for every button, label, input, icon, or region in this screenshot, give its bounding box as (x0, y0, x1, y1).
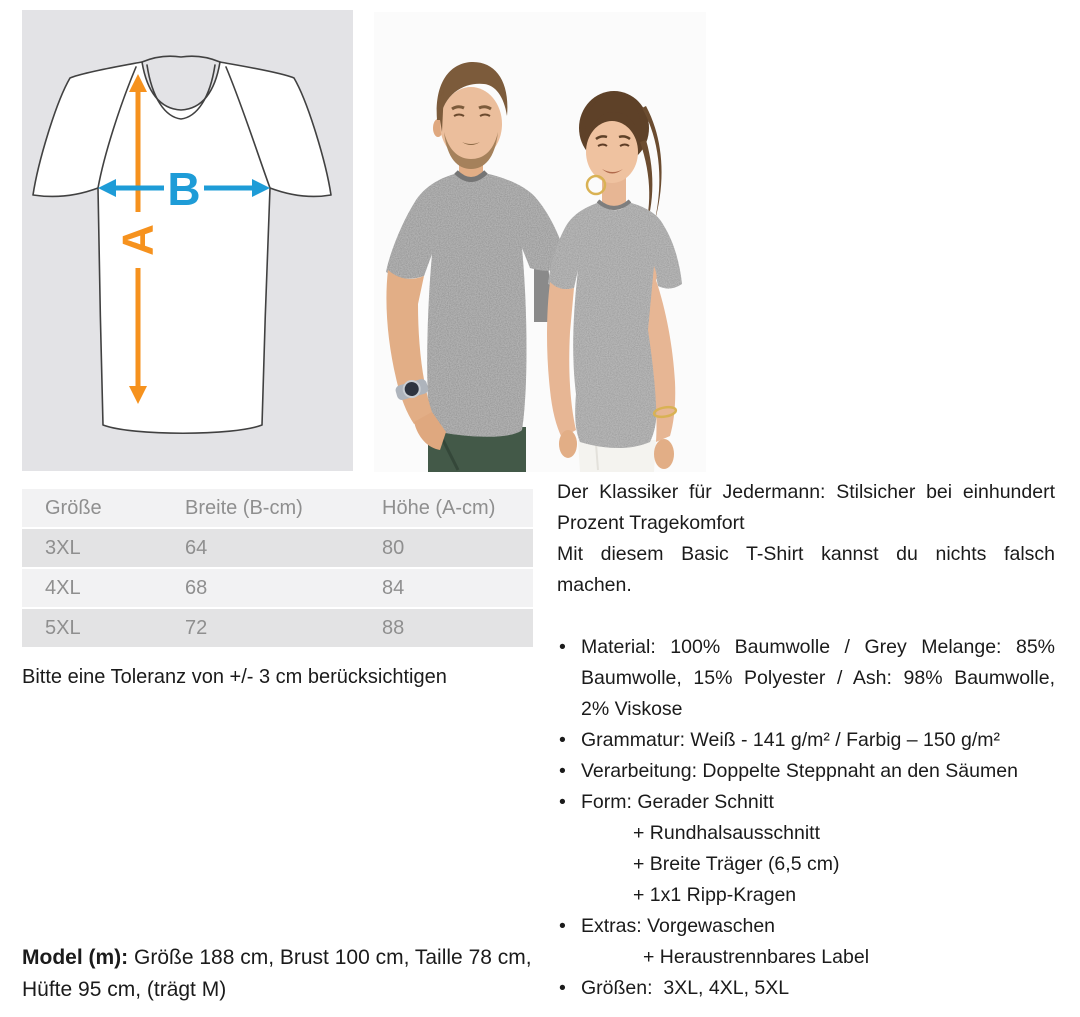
size-diagram-panel (22, 10, 353, 471)
height-label-a: A (113, 224, 163, 256)
list-item-line: Form: Gerader Schnitt (581, 791, 774, 813)
product-photo (374, 12, 706, 472)
table-cell-width: 68 (185, 576, 208, 599)
table-cell-width: 64 (185, 536, 208, 559)
tolerance-note: Bitte eine Toleranz von +/- 3 cm berücksichtigen (22, 666, 447, 688)
list-sub-item: + Breite Träger (6,5 cm) (633, 853, 840, 875)
table-cell-height: 84 (382, 576, 405, 599)
list-item-line: Größen: 3XL, 4XL, 5XL (581, 977, 790, 999)
description-line: Prozent Tragekomfort (557, 512, 745, 534)
list-item-line: 2% Viskose (581, 698, 683, 720)
table-cell-height: 80 (382, 536, 405, 559)
list-sub-item: + 1x1 Ripp-Kragen (633, 884, 797, 906)
list-item-line: Extras: Vorgewaschen (581, 915, 776, 937)
column-header-width: Breite (B-cm) (185, 496, 303, 519)
description-line: Mit diesem Basic T-Shirt kannst du nichts falsch (557, 543, 1055, 565)
model-info (22, 942, 544, 1006)
list-sub-item: + Heraustrennbares Label (643, 946, 870, 968)
list-item-form (557, 787, 1055, 911)
bullet-icon: • (559, 636, 566, 658)
product-description (557, 477, 1055, 1004)
bullet-icon: • (559, 915, 566, 937)
table-cell-size: 4XL (45, 576, 81, 599)
size-table (22, 489, 533, 649)
list-item-extras (557, 911, 1055, 973)
column-header-height: Höhe (A-cm) (382, 496, 496, 519)
model-info-label: Model (m): (22, 946, 129, 969)
description-line: Der Klassiker für Jedermann: Stilsicher bei einhundert (557, 481, 1055, 503)
tshirt-measure-diagram (22, 10, 353, 471)
column-header-size: Größe (45, 496, 102, 519)
table-row (22, 609, 533, 647)
list-item-line: Grammatur: Weiß - 141 g/m² / Farbig – 150 g/m² (581, 729, 1001, 751)
list-item-verarbeitung (557, 756, 1055, 787)
bullet-icon: • (559, 760, 566, 782)
list-item-grammatur (557, 725, 1055, 756)
photo-illustration (374, 12, 706, 472)
table-cell-size: 5XL (45, 616, 81, 639)
table-cell-width: 72 (185, 616, 208, 639)
feature-list (557, 632, 1055, 1004)
bullet-icon: • (559, 977, 566, 999)
model-info-details: Größe 188 cm, Brust 100 cm, Taille 78 cm, Hüfte 95 cm, (trägt M) (22, 946, 532, 1001)
bullet-icon: • (559, 791, 566, 813)
bullet-icon: • (559, 729, 566, 751)
list-item-line: Baumwolle, 15% Polyester / Ash: 98% Baumwolle, (581, 667, 1055, 689)
table-cell-size: 3XL (45, 536, 81, 559)
description-line: machen. (557, 574, 632, 596)
list-item-line: Material: 100% Baumwolle / Grey Melange: 85% (581, 636, 1055, 658)
list-item-line: Verarbeitung: Doppelte Steppnaht an den Säumen (581, 760, 1018, 782)
table-row (22, 529, 533, 567)
table-cell-height: 88 (382, 616, 405, 639)
list-sub-item: + Rundhalsausschnitt (633, 822, 820, 844)
size-table-header-row (22, 489, 533, 527)
list-item-sizes (557, 973, 1055, 1004)
table-row (22, 569, 533, 607)
list-item-material (557, 632, 1055, 725)
width-label-b: B (167, 163, 201, 215)
